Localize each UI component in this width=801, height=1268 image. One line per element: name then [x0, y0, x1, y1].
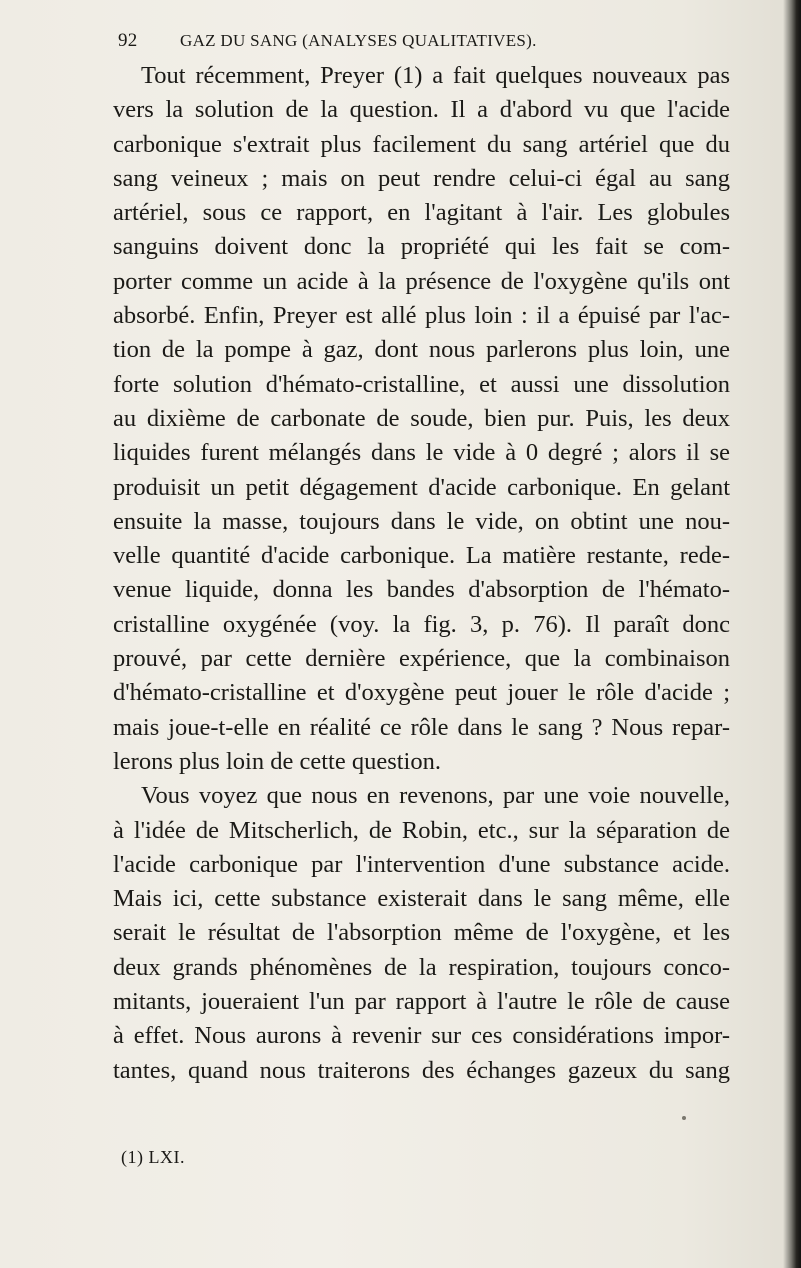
- text-line: absorbé. Enfin, Preyer est allé plus loin : il a épuisé par l'ac-: [113, 302, 730, 330]
- text-line: tion de la pompe à gaz, dont nous parlerons plus loin, une: [113, 336, 730, 364]
- text-line: cristalline oxygénée (voy. la fig. 3, p. 76). Il paraît donc: [113, 610, 730, 638]
- text-line: au dixième de carbonate de soude, bien pur. Puis, les deux: [113, 404, 730, 432]
- text-line: sang veineux ; mais on peut rendre celui-ci égal au sang: [113, 164, 730, 192]
- text-line: venue liquide, donna les bandes d'absorption de l'hémato-: [113, 576, 730, 604]
- text-line: vers la solution de la question. Il a d'abord vu que l'acide: [113, 96, 730, 124]
- text-line: d'hémato-cristalline et d'oxygène peut jouer le rôle d'acide ;: [113, 679, 730, 707]
- footnote: (1) LXI.: [121, 1147, 185, 1167]
- text-line: produisit un petit dégagement d'acide carbonique. En gelant: [113, 473, 730, 501]
- page-header: [118, 30, 758, 58]
- running-head: GAZ DU SANG (ANALYSES QUALITATIVES).: [180, 31, 537, 50]
- text-line: mitants, joueraient l'un par rapport à l'autre le rôle de cause: [113, 988, 730, 1016]
- text-line: velle quantité d'acide carbonique. La matière restante, rede-: [113, 542, 730, 570]
- page-number: 92: [118, 30, 138, 51]
- text-line: artériel, sous ce rapport, en l'agitant à l'air. Les globules: [113, 199, 730, 227]
- text-line: sanguins doivent donc la propriété qui les fait se com-: [113, 233, 730, 261]
- text-line: Vous voyez que nous en revenons, par une voie nouvelle,: [141, 782, 730, 810]
- text-line: forte solution d'hémato-cristalline, et aussi une dissolution: [113, 370, 730, 398]
- text-line: serait le résultat de l'absorption même de l'oxygène, et les: [113, 919, 730, 947]
- text-line: prouvé, par cette dernière expérience, que la combinaison: [113, 645, 730, 673]
- text-line: ensuite la masse, toujours dans le vide, on obtint une nou-: [113, 507, 730, 535]
- paper-speck: [682, 1116, 686, 1120]
- text-line: deux grands phénomènes de la respiration, toujours conco-: [113, 953, 730, 981]
- paragraph-1: [113, 59, 730, 779]
- text-line: carbonique s'extrait plus facilement du sang artériel que du: [113, 130, 730, 158]
- text-line: Tout récemment, Preyer (1) a fait quelques nouveaux pas: [141, 62, 730, 89]
- text-line: tantes, quand nous traiterons des échanges gazeux du sang: [113, 1056, 730, 1084]
- text-line: liquides furent mélangés dans le vide à 0 degré ; alors il se: [113, 439, 730, 467]
- text-line: mais joue-t-elle en réalité ce rôle dans le sang ? Nous repar-: [113, 713, 730, 741]
- text-line: lerons plus loin de cette question.: [113, 747, 441, 775]
- body-text: [113, 59, 730, 1088]
- text-line: Mais ici, cette substance existerait dans le sang même, elle: [113, 885, 730, 913]
- spine-shadow: [783, 0, 801, 1268]
- text-line: l'acide carbonique par l'intervention d'une substance acide.: [113, 850, 730, 878]
- text-line: à l'idée de Mitscherlich, de Robin, etc., sur la séparation de: [113, 816, 730, 844]
- paragraph-2: [113, 779, 730, 1088]
- text-line: porter comme un acide à la présence de l'oxygène qu'ils ont: [113, 267, 730, 295]
- text-line: à effet. Nous aurons à revenir sur ces considérations impor-: [113, 1022, 730, 1050]
